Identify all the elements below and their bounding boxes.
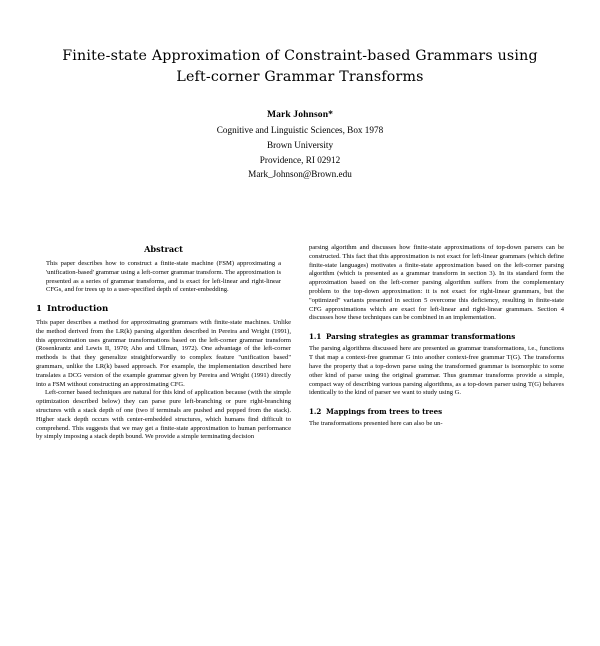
section-heading-introduction bbox=[36, 304, 291, 315]
subsection-heading-mappings-from-trees-to-trees bbox=[309, 407, 564, 416]
page-title bbox=[60, 46, 540, 87]
paper-title-line-2: Left-corner Grammar Transforms bbox=[176, 68, 424, 85]
subsection-title: Mappings from trees to trees bbox=[326, 407, 443, 417]
paragraph: The transformations presented here can also be un- bbox=[309, 420, 443, 428]
paragraph: The parsing algorithms discussed here are presented as grammar transformations, i.e., functions T that map a context-free grammar G into another context-free grammar T(G). The transforms have the property that a top-down parse using the transformed grammar is isomorphic to some other kind of parse using the original grammar. Thus grammar transforms provide a simple, compact way of describing various parsing algorithms, as a top-down parser using T(G) behaves identically to the kind of parser we want to study using G. bbox=[309, 345, 564, 397]
abstract-heading: Abstract bbox=[144, 244, 183, 254]
paragraph: This paper describes a method for approximating grammars with finite-state machines. Unlike the method derived from the LR(k) parsing algorithm described in Pereira and Wright (1991), this approximation uses grammar transformations based on the left-corner grammar transform (Rosenkrantz and Lewis II, 1970; Aho and Ullman, 1972). One advantage of the left-corner methods is that they generalize straightforwardly to complex feature "unification based" grammars, unlike the LR(k) based approach. For example, the implementation described here translates a DCG version of the example grammar given by Pereira and Wright (1991) directly into a FSM without constructing an approximating CFG. bbox=[36, 318, 291, 388]
subsection-title: Parsing strategies as grammar transformations bbox=[326, 332, 516, 342]
author-block bbox=[60, 107, 540, 182]
body-columns bbox=[36, 244, 564, 442]
author-institution: Brown University bbox=[266, 139, 334, 150]
subsection-heading-parsing-strategies bbox=[309, 332, 564, 341]
title-block bbox=[60, 46, 540, 182]
section-title: Introduction bbox=[47, 304, 109, 315]
paper-page bbox=[0, 46, 600, 646]
right-column bbox=[309, 244, 564, 442]
author-country: Providence, RI 02912 bbox=[259, 154, 341, 165]
author-name: Mark Johnson* bbox=[266, 109, 334, 121]
paragraph: Left-corner based techniques are natural for this kind of application because (with the simple optimization described below) they can parse pure left-branching or pure right-branching structures with a stack depth of one (two if terminals are pushed and popped from the stack). Higher stack depth occurs with center-embedded structures, which humans find difficult to comprehend. This suggests that we may get a finite-state approximation to human performance by simply imposing a stack depth bound. We provide a simple terminating decision bbox=[36, 389, 291, 441]
author-email: Mark_Johnson@Brown.edu bbox=[248, 169, 352, 180]
section-number: 1 bbox=[36, 304, 42, 315]
author-affiliation: Cognitive and Linguistic Sciences, Box 1978 bbox=[216, 124, 384, 135]
subsection-number: 1.2 bbox=[309, 407, 322, 417]
paper-title-line-1: Finite-state Approximation of Constraint-based Grammars using bbox=[62, 48, 538, 64]
subsection-number: 1.1 bbox=[309, 332, 322, 342]
paragraph: parsing algorithm and discusses how finite-state approximations of top-down parsers can be constructed. This fact that this approximation is not exact for left-linear grammars (which define finite-state languages) motivates a finite-state approximation based on the left-corner parsing algorithm (which is presented as a grammar transform in section 3). In its standard form the approximation based on the left-corner parsing algorithm suffers from the complementary problem to the top-down approximation: it is not exact for right-linear grammars, but the "optimized" variants presented in section 5 overcome this deficiency, resulting in finite-state CFG approximations which are exact for left-linear and right-linear grammars. Section 4 discusses how these techniques can be combined in an implementation. bbox=[309, 244, 564, 322]
abstract-body: This paper describes how to construct a finite-state machine (FSM) approximating a 'unification-based' grammar using a left-corner grammar transform. The approximation is presented as a series of grammar transforms, and is exact for left-linear and right-linear CFGs, and for trees up to a user-specified depth of center-embedding. bbox=[46, 260, 281, 294]
left-column bbox=[36, 244, 291, 442]
